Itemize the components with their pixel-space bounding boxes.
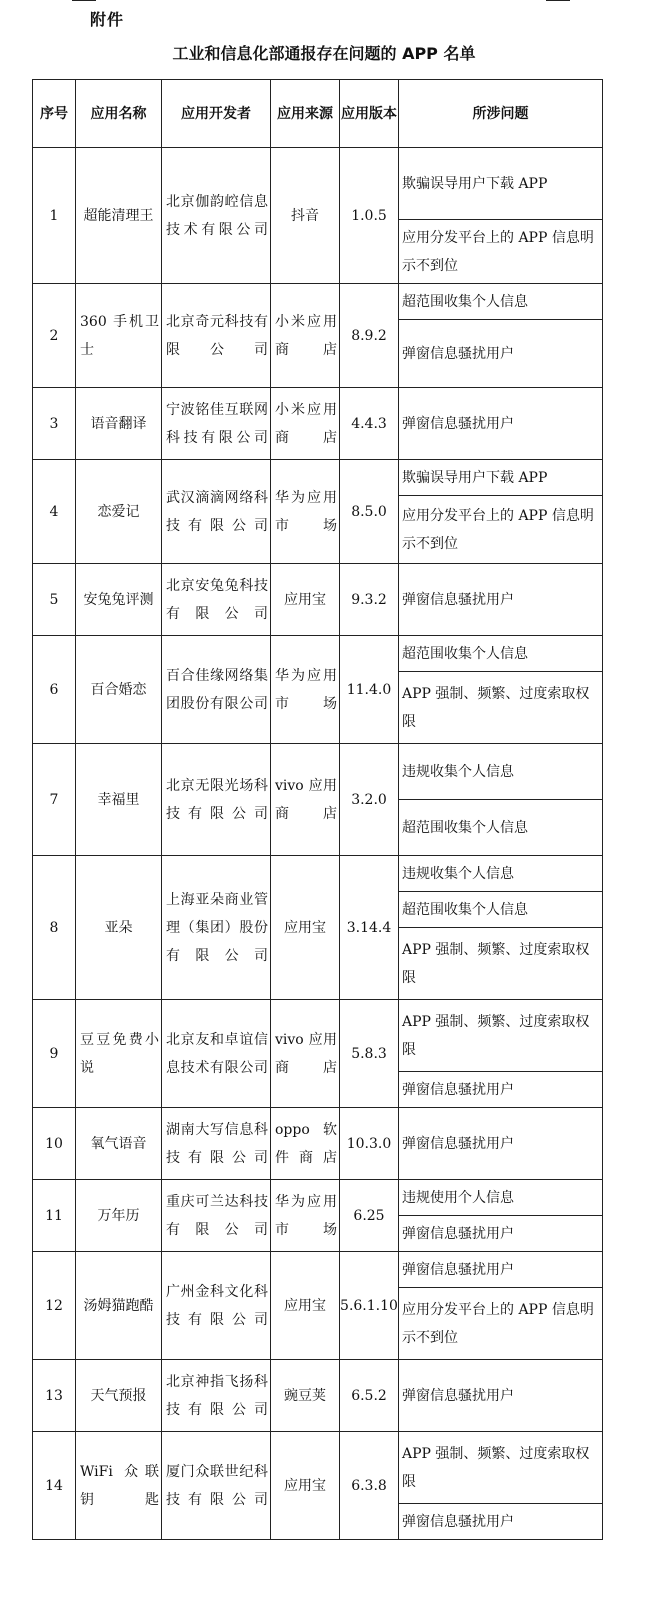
cell-source: 华为应用市场	[271, 460, 340, 564]
table-row	[33, 284, 603, 320]
cell-issue: 违规收集个人信息	[399, 744, 603, 800]
cell-issue: 应用分发平台上的 APP 信息明示不到位	[399, 1288, 603, 1360]
cell-developer: 北京伽韵崆信息技术有限公司	[162, 148, 271, 284]
cell-developer: 北京友和卓谊信息技术有限公司	[162, 1000, 271, 1108]
cell-no: 2	[33, 284, 76, 388]
top-rule-right	[546, 0, 570, 1]
cell-no: 7	[33, 744, 76, 856]
cell-version: 6.5.2	[340, 1360, 399, 1432]
cell-developer: 上海亚朵商业管理（集团）股份有限公司	[162, 856, 271, 1000]
header-name: 应用名称	[76, 80, 162, 148]
cell-app-name: 天气预报	[76, 1360, 162, 1432]
cell-no: 9	[33, 1000, 76, 1108]
cell-app-name: 氧气语音	[76, 1108, 162, 1180]
cell-version: 3.2.0	[340, 744, 399, 856]
cell-issue: 超范围收集个人信息	[399, 284, 603, 320]
cell-issue: 弹窗信息骚扰用户	[399, 564, 603, 636]
table-row	[33, 148, 603, 220]
cell-issue: 弹窗信息骚扰用户	[399, 1252, 603, 1288]
cell-issue: 欺骗误导用户下载 APP	[399, 148, 603, 220]
header-version: 应用版本	[340, 80, 399, 148]
cell-source: 应用宝	[271, 856, 340, 1000]
cell-issue: 弹窗信息骚扰用户	[399, 1216, 603, 1252]
table-row	[33, 1360, 603, 1432]
cell-app-name: WiFi 众联钥匙	[76, 1432, 162, 1540]
table-row	[33, 460, 603, 496]
table-row	[33, 856, 603, 892]
cell-source: 应用宝	[271, 1432, 340, 1540]
cell-developer: 湖南大写信息科技有限公司	[162, 1108, 271, 1180]
cell-version: 10.3.0	[340, 1108, 399, 1180]
cell-developer: 北京无限光场科技有限公司	[162, 744, 271, 856]
cell-version: 8.5.0	[340, 460, 399, 564]
cell-developer: 北京奇元科技有限公司	[162, 284, 271, 388]
cell-app-name: 360 手机卫士	[76, 284, 162, 388]
cell-version: 5.6.1.10	[340, 1252, 399, 1360]
cell-source: 小米应用商店	[271, 284, 340, 388]
cell-source: 应用宝	[271, 564, 340, 636]
cell-version: 1.0.5	[340, 148, 399, 284]
cell-issue: 弹窗信息骚扰用户	[399, 1108, 603, 1180]
table-row	[33, 744, 603, 800]
cell-app-name: 语音翻译	[76, 388, 162, 460]
cell-issue: 超范围收集个人信息	[399, 636, 603, 672]
cell-version: 9.3.2	[340, 564, 399, 636]
cell-issue: 弹窗信息骚扰用户	[399, 1504, 603, 1540]
cell-no: 1	[33, 148, 76, 284]
cell-developer: 北京神指飞扬科技有限公司	[162, 1360, 271, 1432]
cell-source: 小米应用商店	[271, 388, 340, 460]
cell-source: 应用宝	[271, 1252, 340, 1360]
cell-issue: 欺骗误导用户下载 APP	[399, 460, 603, 496]
cell-issue: 弹窗信息骚扰用户	[399, 1360, 603, 1432]
cell-no: 12	[33, 1252, 76, 1360]
cell-source: 华为应用市场	[271, 636, 340, 744]
cell-version: 11.4.0	[340, 636, 399, 744]
table-row	[33, 564, 603, 636]
cell-no: 11	[33, 1180, 76, 1252]
cell-app-name: 豆豆免费小说	[76, 1000, 162, 1108]
cell-issue: APP 强制、频繁、过度索取权限	[399, 1432, 603, 1504]
header-issues: 所涉问题	[399, 80, 603, 148]
cell-source: vivo 应用商店	[271, 1000, 340, 1108]
cell-no: 3	[33, 388, 76, 460]
cell-issue: 弹窗信息骚扰用户	[399, 320, 603, 388]
cell-source: 抖音	[271, 148, 340, 284]
cell-version: 5.8.3	[340, 1000, 399, 1108]
cell-no: 6	[33, 636, 76, 744]
table-row	[33, 1252, 603, 1288]
table-row	[33, 636, 603, 672]
attachment-label: 附件	[90, 10, 125, 29]
header-source: 应用来源	[271, 80, 340, 148]
cell-source: 豌豆荚	[271, 1360, 340, 1432]
cell-no: 10	[33, 1108, 76, 1180]
table-header-row	[33, 80, 603, 148]
table-row	[33, 388, 603, 460]
page-title: 工业和信息化部通报存在问题的 APP 名单	[172, 44, 476, 63]
cell-version: 6.3.8	[340, 1432, 399, 1540]
table-row	[33, 1432, 603, 1504]
cell-issue: APP 强制、频繁、过度索取权限	[399, 928, 603, 1000]
cell-developer: 武汉滴滴网络科技有限公司	[162, 460, 271, 564]
cell-issue: 超范围收集个人信息	[399, 892, 603, 928]
cell-issue: 违规使用个人信息	[399, 1180, 603, 1216]
cell-app-name: 万年历	[76, 1180, 162, 1252]
cell-app-name: 亚朵	[76, 856, 162, 1000]
cell-app-name: 幸福里	[76, 744, 162, 856]
table-row	[33, 1108, 603, 1180]
cell-issue: 弹窗信息骚扰用户	[399, 1072, 603, 1108]
cell-issue: 应用分发平台上的 APP 信息明示不到位	[399, 220, 603, 284]
cell-developer: 重庆可兰达科技有限公司	[162, 1180, 271, 1252]
cell-issue: 违规收集个人信息	[399, 856, 603, 892]
table-row	[33, 1180, 603, 1216]
cell-app-name: 百合婚恋	[76, 636, 162, 744]
cell-no: 14	[33, 1432, 76, 1540]
cell-version: 3.14.4	[340, 856, 399, 1000]
cell-app-name: 安兔兔评测	[76, 564, 162, 636]
cell-issue: 超范围收集个人信息	[399, 800, 603, 856]
cell-version: 8.9.2	[340, 284, 399, 388]
cell-source: vivo 应用商店	[271, 744, 340, 856]
cell-developer: 北京安兔兔科技有限公司	[162, 564, 271, 636]
cell-source: 华为应用市场	[271, 1180, 340, 1252]
cell-version: 6.25	[340, 1180, 399, 1252]
top-rule-left	[72, 0, 96, 1]
cell-source: oppo 软件商店	[271, 1108, 340, 1180]
cell-issue: APP 强制、频繁、过度索取权限	[399, 672, 603, 744]
cell-app-name: 超能清理王	[76, 148, 162, 284]
cell-no: 4	[33, 460, 76, 564]
cell-no: 5	[33, 564, 76, 636]
cell-no: 13	[33, 1360, 76, 1432]
cell-developer: 宁波铭佳互联网科技有限公司	[162, 388, 271, 460]
table-row	[33, 1000, 603, 1072]
cell-issue: 应用分发平台上的 APP 信息明示不到位	[399, 496, 603, 564]
cell-app-name: 恋爱记	[76, 460, 162, 564]
header-no: 序号	[33, 80, 76, 148]
cell-version: 4.4.3	[340, 388, 399, 460]
cell-no: 8	[33, 856, 76, 1000]
cell-developer: 广州金科文化科技有限公司	[162, 1252, 271, 1360]
app-list-table	[32, 79, 603, 1540]
cell-issue: 弹窗信息骚扰用户	[399, 388, 603, 460]
header-developer: 应用开发者	[162, 80, 271, 148]
cell-issue: APP 强制、频繁、过度索取权限	[399, 1000, 603, 1072]
cell-developer: 百合佳缘网络集团股份有限公司	[162, 636, 271, 744]
cell-app-name: 汤姆猫跑酷	[76, 1252, 162, 1360]
cell-developer: 厦门众联世纪科技有限公司	[162, 1432, 271, 1540]
